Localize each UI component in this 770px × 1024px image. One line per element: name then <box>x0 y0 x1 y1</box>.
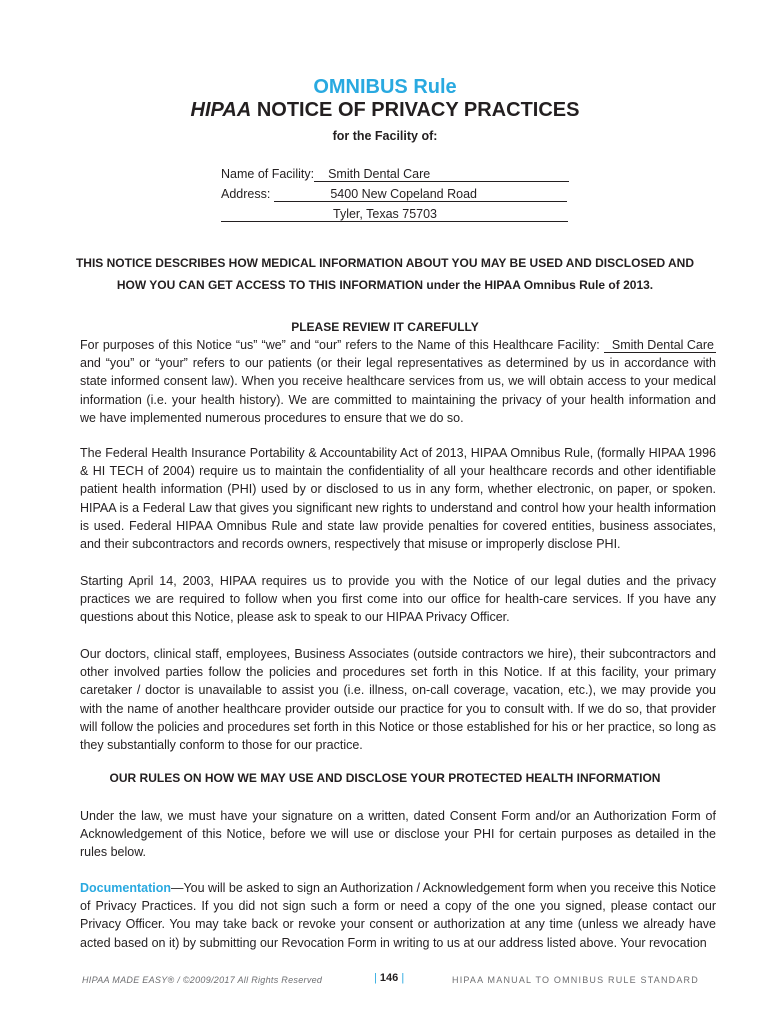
document-title: OMNIBUS Rule <box>313 76 457 98</box>
paragraph-federal-law: The Federal Health Insurance Portability & Accountability Act of 2013, HIPAA Omnibus Rule, (formally HIPAA 1996 & HI TECH of 2004) require us to maintain the confidentiality of all your healthcare records and other identifiable patient health information (PHI) used by or disclosed to us in any form, whether electronic, on paper, or spoken. HIPAA is a Federal Law that gives you significant new rights to understand and control how your health information is used. Federal HIPAA Omnibus Rule and state law provide penalties for covered entities, business associates, and their subcontractors and records owners, respectively that misuse or improperly disclose PHI. <box>80 446 716 552</box>
paragraph-documentation <box>80 879 716 952</box>
facility-city-row <box>221 207 568 222</box>
paragraph-purposes <box>80 336 716 427</box>
review-heading: PLEASE REVIEW IT CAREFULLY <box>291 320 479 334</box>
p1-facility-name: Smith Dental Care <box>604 339 716 353</box>
notice-line-2: HOW YOU CAN GET ACCESS TO THIS INFORMATION under the HIPAA Omnibus Rule of 2013. <box>116 278 654 292</box>
facility-address-value: 5400 New Copeland Road <box>274 188 567 202</box>
facility-address-label: Address: <box>221 187 271 201</box>
page-number-value: 146 <box>379 972 399 984</box>
facility-address-row <box>221 187 567 202</box>
notice-statement <box>40 252 730 296</box>
paragraph-under-law: Under the law, we must have your signature on a written, dated Consent Form and/or an Authorization Form of Acknowledgement of this Notice, before we will use or disclose your PHI for certain purposes as detailed in the rules below. <box>80 809 716 860</box>
facility-name-row <box>221 167 569 182</box>
footer-bar-right: | <box>401 972 405 984</box>
facility-intro: for the Facility of: <box>332 129 438 143</box>
document-subtitle <box>0 99 770 122</box>
facility-name-value: Smith Dental Care <box>314 168 569 182</box>
documentation-text: —You will be asked to sign an Authorization / Acknowledgement form when you receive this Notice of Privacy Practices. If you did not sign such a form or need a copy of the one you signed, please contact our Privacy Officer. You may take back or revoke your consent or authorization at any time (unless we already have acted based on it) by submitting our Revocation Form in writing to us at our address listed above. Your revocation <box>80 881 716 950</box>
facility-name-label: Name of Facility: <box>221 167 315 181</box>
subtitle-hipaa: HIPAA <box>190 99 252 121</box>
paragraph-starting-april: Starting April 14, 2003, HIPAA requires us to provide you with the Notice of our legal duties and the privacy practices we are required to follow when you first come into our office for health-care services. If you have any questions about this Notice, please ask to speak to our HIPAA Privacy Officer. <box>80 574 716 625</box>
paragraph-our-doctors: Our doctors, clinical staff, employees, Business Associates (outside contractors we hire), their subcontractors and other involved parties follow the policies and procedures set forth in this Notice. If at this facility, your primary caretaker / doctor is unavailable to assist you (i.e. illness, on-call coverage, vacation, etc.), we may provide you with the name of another healthcare provider outside our practice for you to consult with. If we do so, that provider will follow the policies and procedures set forth in this Notice or those established for his or her practice, so long as they substantially conform to those for our practice. <box>80 647 716 753</box>
page-footer <box>0 972 770 990</box>
notice-line-1: THIS NOTICE DESCRIBES HOW MEDICAL INFORMATION ABOUT YOU MAY BE USED AND DISCLOSED AND <box>75 256 695 270</box>
p1-rest: and “you” or “your” refers to our patients (or their legal representatives as determined by us in accordance with state informed consent law). When you receive healthcare services from us, we will obtain access to your medical information (i.e. your health history). We are committed to maintaining the privacy of your health information and we have implemented numerous procedures to ensure that we do so. <box>80 356 716 425</box>
footer-page-number <box>374 972 404 984</box>
p1-start: For purposes of this Notice “us” “we” and “our” refers to the Name of this Healthcare Facility: <box>80 338 604 352</box>
rules-heading: OUR RULES ON HOW WE MAY USE AND DISCLOSE YOUR PROTECTED HEALTH INFORMATION <box>109 771 661 785</box>
footer-manual-title: HIPAA MANUAL TO OMNIBUS RULE STANDARD <box>452 975 699 985</box>
subtitle-rest: NOTICE OF PRIVACY PRACTICES <box>251 99 580 121</box>
documentation-term: Documentation <box>80 881 171 895</box>
facility-city-value: Tyler, Texas 75703 <box>221 208 568 222</box>
footer-bar-left: | <box>374 972 377 984</box>
footer-copyright: HIPAA MADE EASY® / ©2009/2017 All Rights Reserved <box>82 975 323 985</box>
